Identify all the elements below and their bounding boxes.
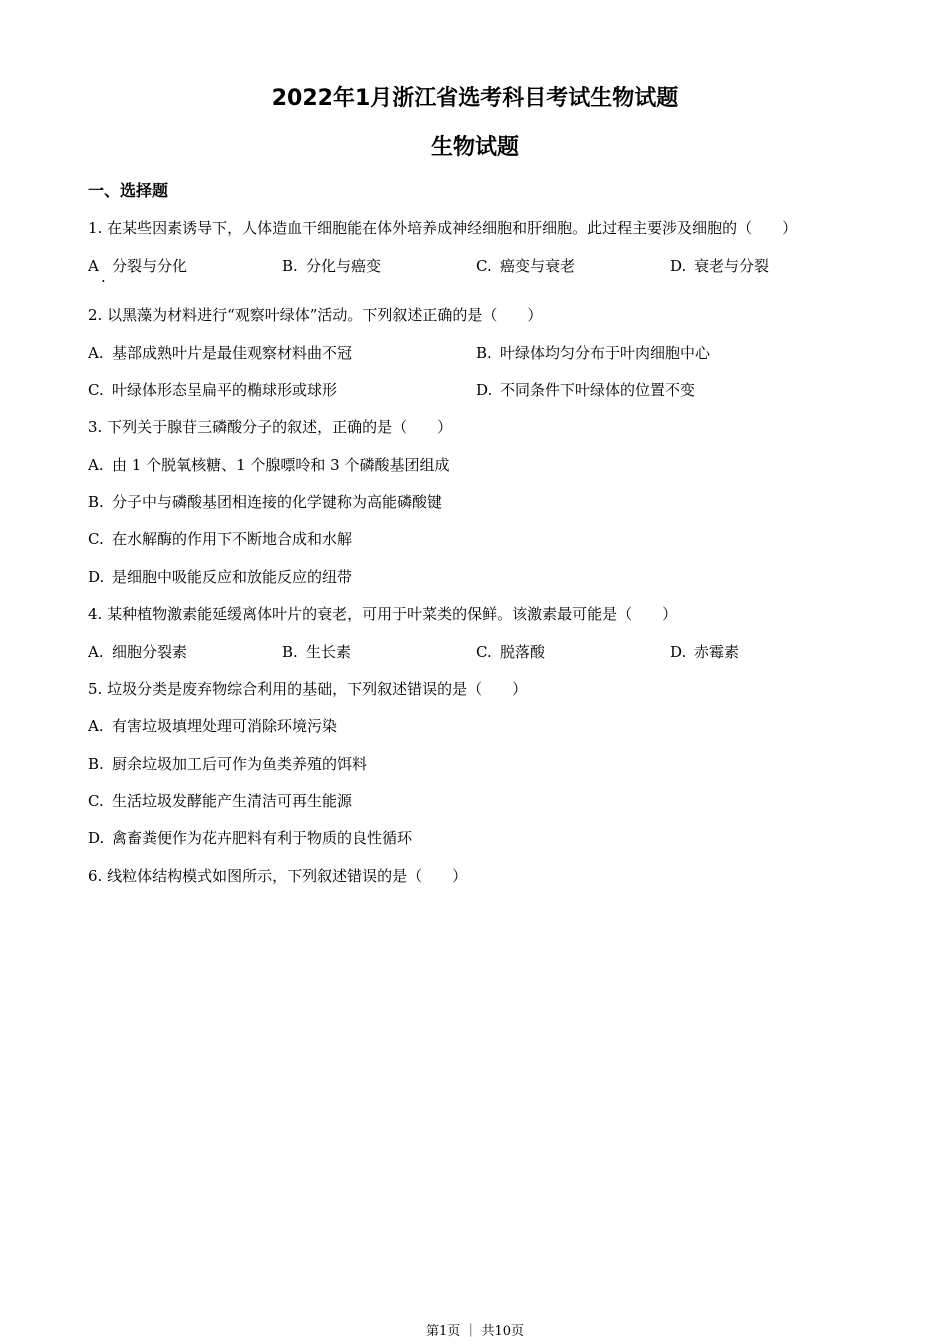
option-text: 生活垃圾发酵能产生清洁可再生能源: [112, 792, 353, 810]
question-5-option-a: [88, 715, 337, 737]
question-2-stem: 2. 以黑藻为材料进行“观察叶绿体”活动。下列叙述正确的是（ ）: [88, 306, 543, 324]
question-4-option-b: [282, 641, 351, 663]
option-text: 在水解酶的作用下不断地合成和水解: [112, 530, 353, 548]
question-3-stem: 3. 下列关于腺苷三磷酸分子的叙述，正确的是（ ）: [88, 418, 453, 436]
option-label: D.: [88, 829, 105, 847]
option-label: A.: [88, 344, 104, 362]
option-text: 脱落酸: [500, 643, 546, 661]
page-subtitle: 生物试题: [430, 135, 519, 160]
option-label: C.: [88, 381, 104, 399]
question-4-stem: 4. 某种植物激素能延缓离体叶片的衰老，可用于叶菜类的保鲜。该激素最可能是（ ）: [88, 605, 678, 623]
option-label: C.: [88, 792, 104, 810]
question-5-option-c: [88, 790, 352, 812]
option-text: 生长素: [306, 643, 352, 661]
option-text: 叶绿体形态呈扁平的椭球形或球形: [112, 381, 338, 399]
question-4-option-a: [88, 641, 187, 663]
option-label: B.: [476, 344, 492, 362]
option-text: 基部成熟叶片是最佳观察材料曲不冠: [112, 344, 353, 362]
option-text: 癌变与衰老: [500, 257, 576, 275]
option-label: B.: [88, 493, 104, 511]
question-5-option-d: [88, 827, 412, 849]
option-text: 有害垃圾填埋处理可消除环境污染: [112, 717, 338, 735]
question-3-option-a: [88, 454, 449, 476]
question-2-option-d: [476, 379, 695, 401]
option-text: 不同条件下叶绿体的位置不变: [500, 381, 696, 399]
stray-dot: ·: [101, 272, 106, 290]
question-1-stem: 1. 在某些因素诱导下，人体造血干细胞能在体外培养成神经细胞和肝细胞。此过程主要涉及细胞的（ ）: [88, 219, 798, 237]
option-text: 叶绿体均匀分布于叶肉细胞中心: [500, 344, 711, 362]
question-4-option-d: [670, 641, 739, 663]
question-3-option-b: [88, 491, 442, 513]
option-label: A: [88, 257, 99, 275]
page-footer: 第1页 ｜ 共10页: [425, 1324, 525, 1339]
option-label: A.: [88, 643, 104, 661]
option-text: 分裂与分化: [112, 257, 188, 275]
section-heading: 一、选择题: [88, 181, 169, 200]
option-label: A.: [88, 456, 104, 474]
question-6-stem: 6. 线粒体结构模式如图所示，下列叙述错误的是（ ）: [88, 867, 468, 885]
question-3-option-d: [88, 566, 352, 588]
option-label: D.: [88, 568, 105, 586]
option-label: D.: [476, 381, 493, 399]
option-text: 分子中与磷酸基团相连接的化学键称为高能磷酸键: [112, 493, 443, 511]
option-label: B.: [282, 643, 298, 661]
page-title: 2022年1月浙江省选考科目考试生物试题: [271, 86, 679, 111]
option-text: 衰老与分裂: [694, 257, 770, 275]
question-1-option-d: [670, 255, 769, 277]
question-2-option-c: [88, 379, 337, 401]
question-2-option-a: [88, 342, 352, 364]
option-text: 厨余垃圾加工后可作为鱼类养殖的饵料: [112, 755, 368, 773]
question-1-option-b: [282, 255, 381, 277]
option-text: 禽畜粪便作为花卉肥料有利于物质的良性循环: [112, 829, 413, 847]
question-5-option-b: [88, 753, 367, 775]
option-label: C.: [476, 257, 492, 275]
question-3-option-c: [88, 528, 352, 550]
option-label: D.: [670, 643, 687, 661]
option-label: D.: [670, 257, 687, 275]
question-2-option-b: [476, 342, 710, 364]
option-text: 由 1 个脱氧核糖、1 个腺嘌呤和 3 个磷酸基团组成: [112, 456, 450, 474]
option-text: 是细胞中吸能反应和放能反应的纽带: [112, 568, 353, 586]
option-label: C.: [88, 530, 104, 548]
option-label: A.: [88, 717, 104, 735]
option-text: 分化与癌变: [306, 257, 382, 275]
question-1-option-c: [476, 255, 575, 277]
option-label: B.: [88, 755, 104, 773]
option-label: C.: [476, 643, 492, 661]
option-label: B.: [282, 257, 298, 275]
option-text: 赤霉素: [694, 643, 740, 661]
option-text: 细胞分裂素: [112, 643, 188, 661]
question-5-stem: 5. 垃圾分类是废弃物综合利用的基础，下列叙述错误的是（ ）: [88, 680, 528, 698]
question-4-option-c: [476, 641, 545, 663]
